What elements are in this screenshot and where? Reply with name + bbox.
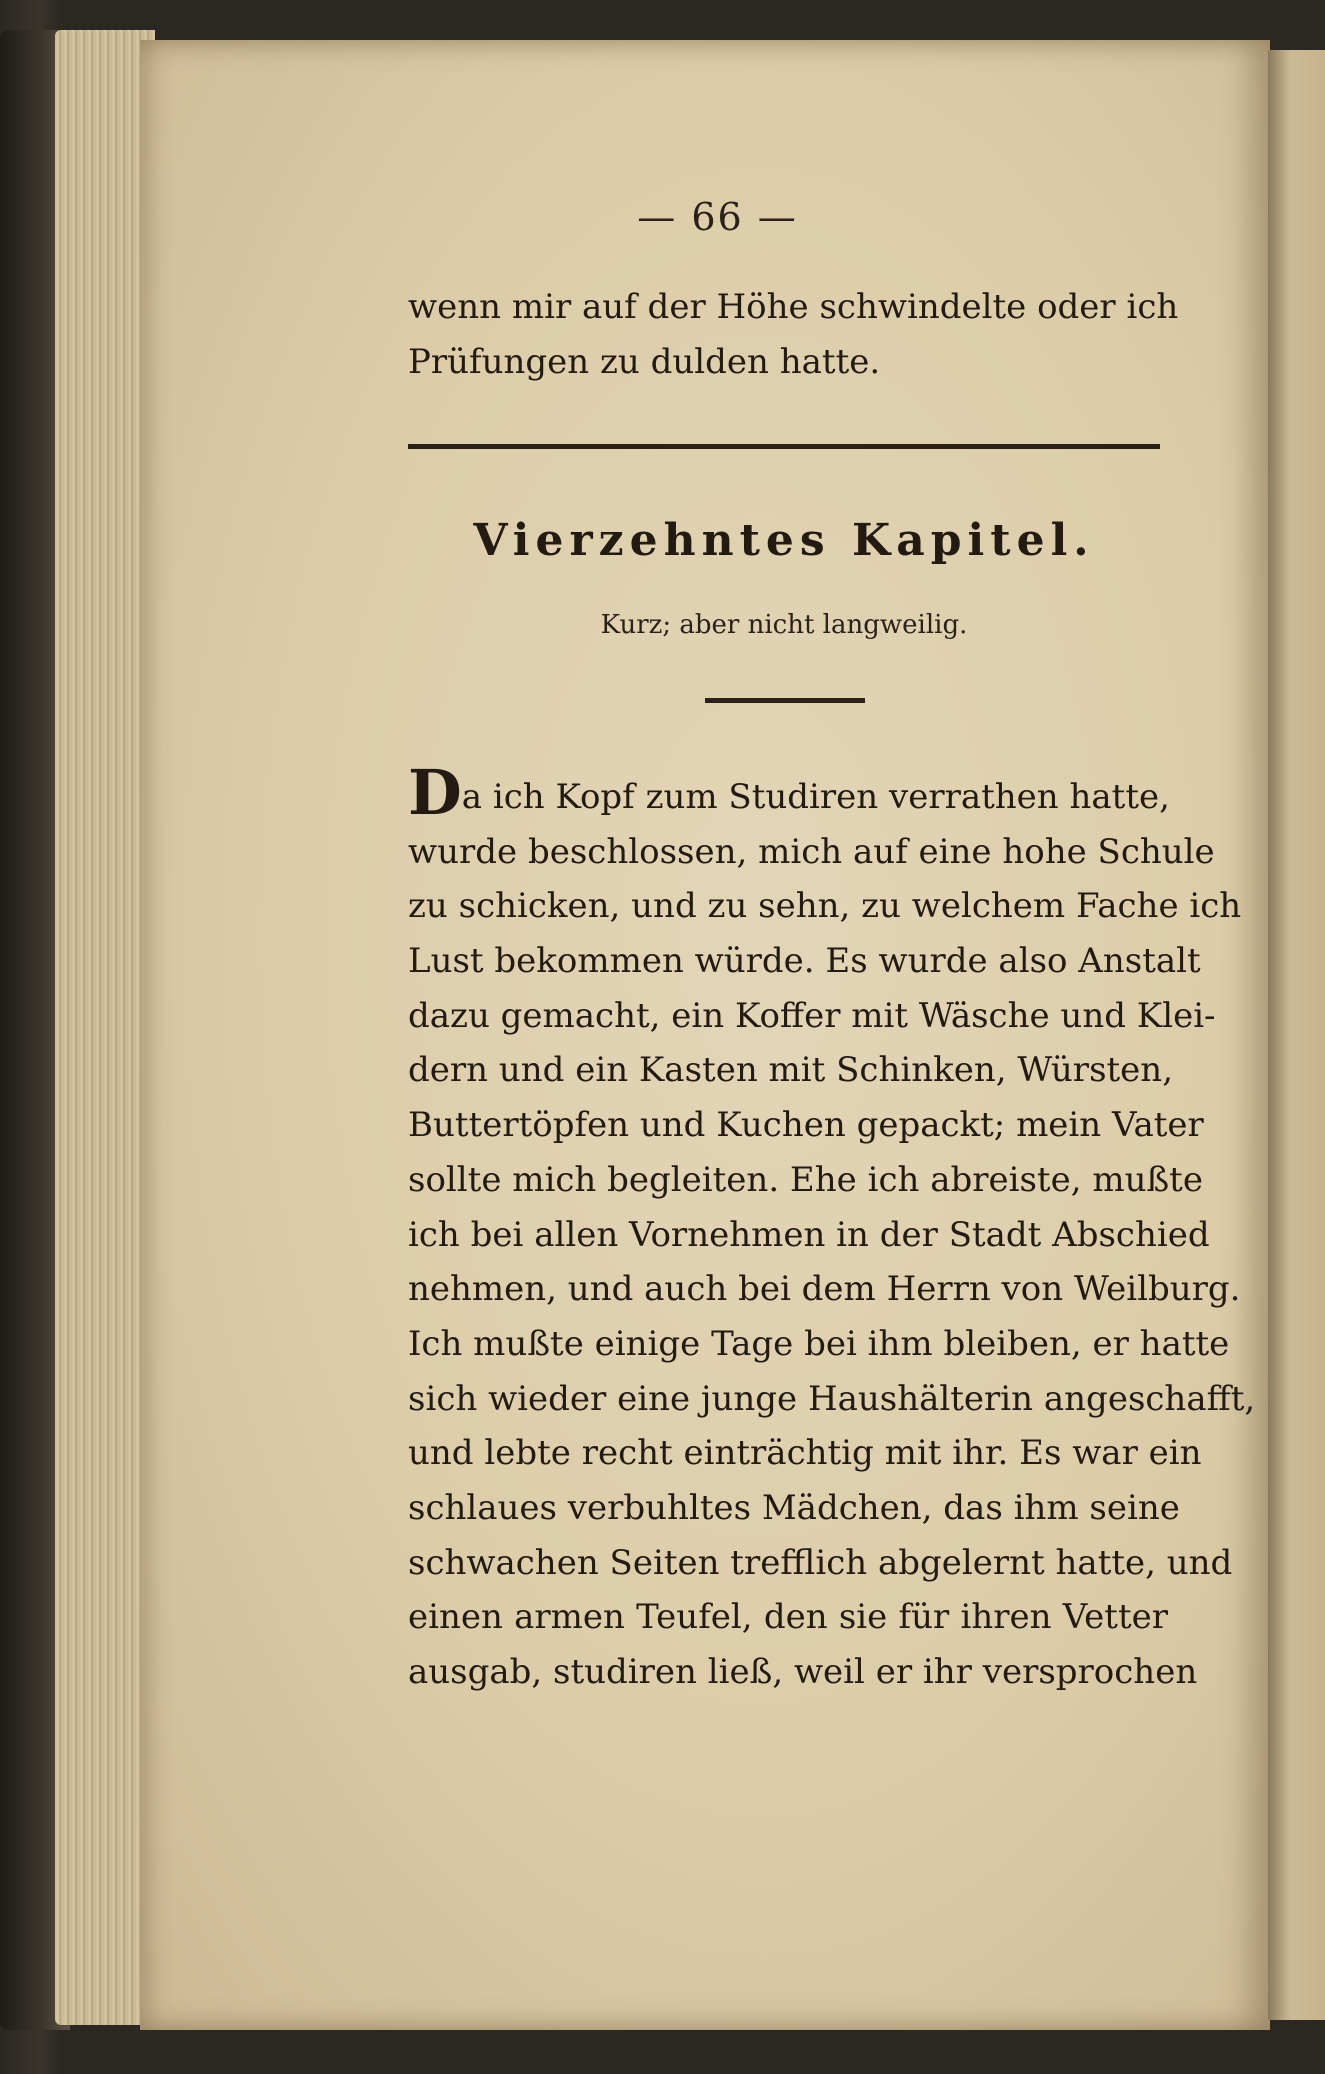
text-line: und lebte recht einträchtig mit ihr. Es war ein [408,1433,1202,1474]
page-number: — 66 — [637,195,798,239]
body-text [408,756,1256,1700]
first-line-text: a ich Kopf zum Studiren verrathen hatte, [461,777,1170,817]
section-divider [408,444,1160,449]
text-line: Lust bekommen würde. Es wurde also Anstalt [408,941,1201,982]
text-line: Buttertöpfen und Kuchen gepackt; mein Vater [408,1105,1204,1146]
text-line [408,756,1170,829]
text-line: dern und ein Kasten mit Schinken, Würsten, [408,1050,1173,1091]
subtitle-divider [705,698,865,703]
text-line: schwachen Seiten trefflich abgelernt hatte, und [408,1542,1233,1583]
text-line: ausgab, studiren ließ, weil er ihr versprochen [408,1652,1198,1692]
text-line: sollte mich begleiten. Ehe ich abreiste, mußte [408,1159,1203,1200]
text-line: zu schicken, und zu sehn, zu welchem Fache ich [408,886,1242,927]
text-line: nehmen, und auch bei dem Herrn von Weilburg. [408,1269,1241,1310]
text-line: Prüfungen zu dulden hatte. [408,341,881,382]
drop-cap: D [408,756,462,829]
text-line: einen armen Teufel, den sie für ihren Vetter [408,1597,1168,1638]
continuation-text [408,280,1179,389]
text-line: schlaues verbuhltes Mädchen, das ihm seine [408,1487,1180,1528]
text-line: Ich mußte einige Tage bei ihm bleiben, er hatte [408,1323,1230,1364]
chapter-title: Vierzehntes Kapitel. [473,515,1095,566]
text-line: wurde beschlossen, mich auf eine hohe Schule [408,831,1215,872]
text-line: ich bei allen Vornehmen in der Stadt Abschied [408,1214,1210,1255]
text-line: dazu gemacht, ein Koffer mit Wäsche und Klei- [408,995,1216,1036]
text-line: wenn mir auf der Höhe schwindelte oder ich [408,287,1179,327]
chapter-subtitle: Kurz; aber nicht langweilig. [600,610,968,640]
text-line: sich wieder eine junge Haushälterin angeschafft, [408,1378,1256,1419]
next-page-edge [1268,50,1325,2020]
